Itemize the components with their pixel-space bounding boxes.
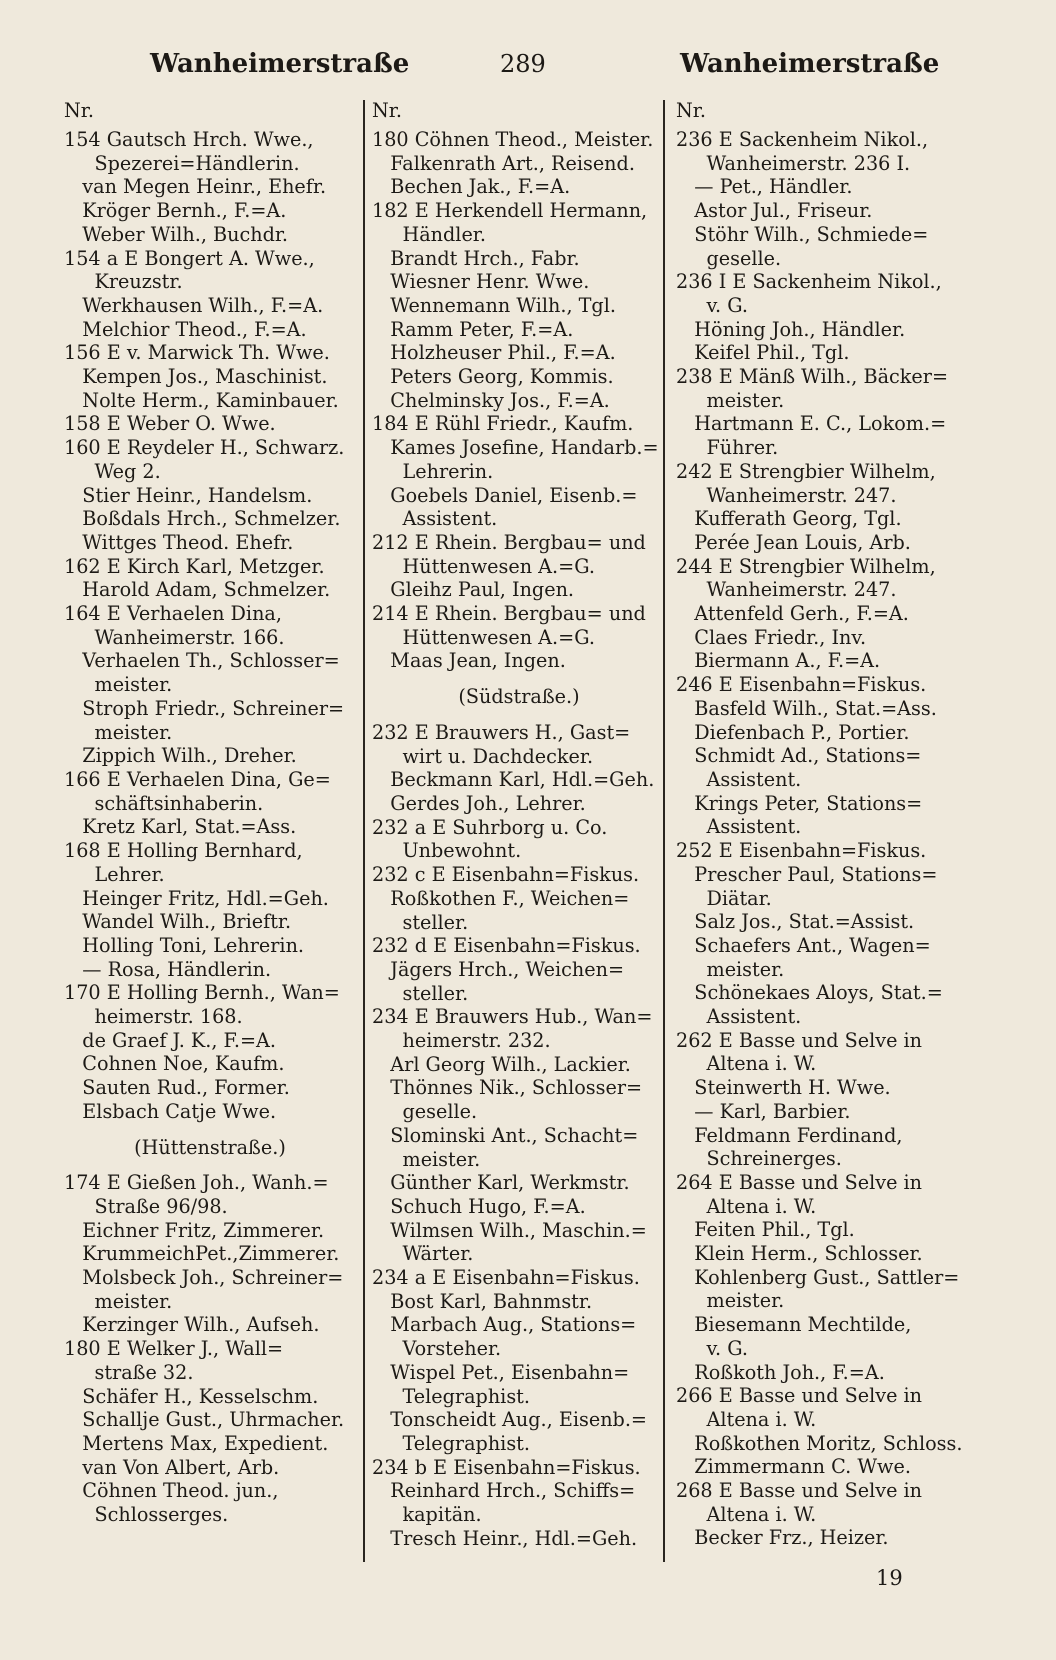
directory-line: meister.	[676, 1289, 785, 1313]
directory-line: 264 E Basse und Selve in	[676, 1170, 923, 1194]
directory-line: van Von Albert, Arb.	[64, 1455, 280, 1479]
spacer	[372, 709, 666, 721]
street-section-heading: (Südstraße.)	[458, 685, 580, 709]
directory-line: 246 E Eisenbahn=Fiskus.	[676, 673, 927, 697]
directory-line: Werkhausen Wilh., F.=A.	[64, 293, 324, 317]
directory-line: Nolte Herm., Kaminbauer.	[64, 388, 339, 412]
directory-line: Schmidt Ad., Stations=	[676, 744, 922, 768]
directory-line: Kreuzstr.	[64, 270, 183, 294]
directory-line: 232 c E Eisenbahn=Fiskus.	[372, 863, 640, 887]
directory-line: 268 E Basse und Selve in	[676, 1479, 923, 1503]
directory-line: Wanheimerstr. 236 I.	[676, 151, 911, 175]
directory-line: Wanheimerstr. 247.	[676, 578, 897, 602]
column-2	[372, 98, 666, 1550]
directory-line: Basfeld Wilh., Stat.=Ass.	[676, 696, 937, 720]
directory-line: heimerstr. 232.	[372, 1029, 551, 1053]
directory-line: 266 E Basse und Selve in	[676, 1384, 923, 1408]
directory-line: Schäfer H., Kesselschm.	[64, 1384, 319, 1408]
directory-line: Stroph Friedr., Schreiner=	[64, 696, 345, 720]
directory-line: Elsbach Catje Wwe.	[64, 1099, 277, 1123]
directory-line: 252 E Eisenbahn=Fiskus.	[676, 839, 927, 863]
directory-line: Keifel Phil., Tgl.	[676, 341, 850, 365]
column-1	[64, 98, 356, 1527]
spacer	[372, 673, 666, 685]
directory-line: Cohnen Noe, Kaufm.	[64, 1052, 285, 1076]
street-section-heading: (Hüttenstraße.)	[134, 1135, 286, 1159]
column-heading: Nr.	[64, 99, 94, 122]
directory-line: KrummeichPet.,Zimmerer.	[64, 1242, 340, 1266]
directory-line: Becker Frz., Heizer.	[676, 1526, 889, 1550]
directory-line: Schönekaes Aloys, Stat.=	[676, 981, 943, 1005]
directory-line: Brandt Hrch., Fabr.	[372, 246, 580, 270]
directory-line: Telegraphist.	[372, 1431, 530, 1455]
directory-line: meister.	[64, 720, 173, 744]
directory-line: Jägers Hrch., Weichen=	[372, 957, 625, 981]
directory-line: Biesemann Mechtilde,	[676, 1313, 912, 1337]
directory-line: Steinwerth H. Wwe.	[676, 1076, 891, 1100]
directory-line: 154 Gautsch Hrch. Wwe.,	[64, 128, 314, 151]
directory-line: Bost Karl, Bahnmstr.	[372, 1289, 593, 1313]
directory-line: Feiten Phil., Tgl.	[676, 1218, 855, 1242]
sheet-number: 19	[876, 1566, 903, 1590]
directory-line: 232 a E Suhrborg u. Co.	[372, 815, 608, 839]
directory-line: heimerstr. 168.	[64, 1005, 243, 1029]
directory-line: wirt u. Dachdecker.	[372, 744, 594, 768]
directory-line: 232 d E Eisenbahn=Fiskus.	[372, 934, 641, 958]
directory-line: Arl Georg Wilh., Lackier.	[372, 1052, 631, 1076]
directory-line: Krings Peter, Stations=	[676, 791, 923, 815]
directory-line: Assistent.	[676, 767, 802, 791]
directory-line: Perée Jean Louis, Arb.	[676, 530, 911, 554]
directory-line: 234 a E Eisenbahn=Fiskus.	[372, 1266, 640, 1290]
directory-line: Chelminsky Jos., F.=A.	[372, 388, 610, 412]
directory-line: Feldmann Ferdinand,	[676, 1123, 903, 1147]
directory-line: 180 Cöhnen Theod., Meister.	[372, 128, 654, 151]
directory-line: meister.	[676, 957, 785, 981]
directory-line: v. G.	[676, 1336, 748, 1360]
directory-line: Diefenbach P., Portier.	[676, 720, 910, 744]
directory-line: Schaefers Ant., Wagen=	[676, 933, 931, 957]
directory-line: schäftsinhaberin.	[64, 791, 264, 815]
directory-line: Holzheuser Phil., F.=A.	[372, 341, 616, 365]
directory-line: 160 E Reydeler H., Schwarz.	[64, 436, 345, 460]
directory-line: 236 E Sackenheim Nikol.,	[676, 128, 929, 151]
directory-line: geselle.	[372, 1100, 478, 1124]
directory-line: geselle.	[676, 246, 782, 270]
directory-line: 170 E Holling Bernh., Wan=	[64, 981, 340, 1005]
directory-line: Boßdals Hrch., Schmelzer.	[64, 507, 341, 531]
directory-line: Wandel Wilh., Brieftr.	[64, 910, 292, 934]
column-lines	[676, 128, 974, 1550]
directory-line: 242 E Strengbier Wilhelm,	[676, 459, 936, 483]
directory-line: 238 E Mänß Wilh., Bäcker=	[676, 365, 949, 389]
spacer	[64, 1124, 356, 1136]
directory-line: Cöhnen Theod. jun.,	[64, 1479, 279, 1503]
directory-line: meister.	[676, 388, 785, 412]
directory-line: meister.	[64, 673, 173, 697]
directory-line: Harold Adam, Schmelzer.	[64, 578, 331, 602]
running-head-left: Wanheimerstraße	[150, 49, 410, 79]
directory-line: de Graef J. K., F.=A.	[64, 1028, 277, 1052]
directory-line: Roßkothen Moritz, Schloss.	[676, 1431, 963, 1455]
directory-line: Ramm Peter, F.=A.	[372, 317, 574, 341]
directory-line: Führer.	[676, 436, 779, 460]
directory-line: 182 E Herkendell Hermann,	[372, 199, 648, 223]
directory-line: Hartmann E. C., Lokom.=	[676, 412, 947, 436]
directory-line: Altena i. W.	[676, 1194, 817, 1218]
directory-line: Tonscheidt Aug., Eisenb.=	[372, 1408, 648, 1432]
directory-line: Mertens Max, Expedient.	[64, 1431, 329, 1455]
directory-line: Attenfeld Gerh., F.=A.	[676, 602, 909, 626]
directory-line: meister.	[372, 1147, 481, 1171]
directory-line: Schreinerges.	[676, 1147, 842, 1171]
directory-line: Lehrer.	[64, 862, 165, 886]
directory-line: 158 E Weber O. Wwe.	[64, 412, 276, 436]
directory-line: Wanheimerstr. 247.	[676, 483, 897, 507]
directory-line: Bechen Jak., F.=A.	[372, 175, 571, 199]
directory-line: Telegraphist.	[372, 1384, 530, 1408]
directory-line: 164 E Verhaelen Dina,	[64, 602, 282, 626]
directory-line: Kempen Jos., Maschinist.	[64, 365, 328, 389]
directory-line: 244 E Strengbier Wilhelm,	[676, 554, 936, 578]
directory-line: Wittges Theod. Ehefr.	[64, 530, 294, 554]
directory-line: Schlosserges.	[64, 1503, 229, 1527]
directory-line: 214 E Rhein. Bergbau= und	[372, 602, 646, 626]
column-divider-1	[363, 100, 365, 1562]
column-lines	[372, 128, 666, 1550]
directory-line: Kröger Bernh., F.=A.	[64, 199, 287, 223]
directory-line: Assistent.	[676, 815, 802, 839]
directory-line: 212 E Rhein. Bergbau= und	[372, 530, 646, 554]
directory-line: Altena i. W.	[676, 1502, 817, 1526]
directory-line: Kerzinger Wilh., Aufseh.	[64, 1313, 320, 1337]
directory-line: Molsbeck Joh., Schreiner=	[64, 1266, 344, 1290]
directory-line: Wispel Pet., Eisenbahn=	[372, 1360, 630, 1384]
directory-line: Salz Jos., Stat.=Assist.	[676, 910, 915, 934]
directory-line: 162 E Kirch Karl, Metzger.	[64, 554, 325, 578]
directory-line: Maas Jean, Ingen.	[372, 649, 566, 673]
directory-line: Verhaelen Th., Schlosser=	[64, 649, 340, 673]
directory-line: — Karl, Barbier.	[676, 1099, 851, 1123]
directory-line: Vorsteher.	[372, 1337, 502, 1361]
directory-line: straße 32.	[64, 1360, 194, 1384]
directory-line: v. G.	[676, 293, 748, 317]
directory-line: 236 I E Sackenheim Nikol.,	[676, 270, 942, 294]
directory-line: Melchior Theod., F.=A.	[64, 317, 307, 341]
directory-line: Eichner Fritz, Zimmerer.	[64, 1218, 325, 1242]
directory-line: Thönnes Nik., Schlosser=	[372, 1076, 643, 1100]
directory-line: Zimmermann C. Wwe.	[676, 1455, 911, 1479]
directory-line: Heinger Fritz, Hdl.=Geh.	[64, 886, 329, 910]
directory-line: Holling Toni, Lehrerin.	[64, 933, 305, 957]
directory-line: Weg 2.	[64, 459, 161, 483]
directory-line: Wärter.	[372, 1242, 474, 1266]
directory-line: Roßkothen F., Weichen=	[372, 886, 630, 910]
directory-line: Falkenrath Art., Reisend.	[372, 151, 635, 175]
directory-line: 234 b E Eisenbahn=Fiskus.	[372, 1455, 641, 1479]
directory-line: steller.	[372, 981, 469, 1005]
directory-line: Kohlenberg Gust., Sattler=	[676, 1265, 960, 1289]
directory-line: Altena i. W.	[676, 1052, 817, 1076]
directory-line: Wiesner Henr. Wwe.	[372, 270, 590, 294]
directory-line: Wennemann Wilh., Tgl.	[372, 293, 616, 317]
spacer	[64, 1159, 356, 1171]
directory-line: Wilmsen Wilh., Maschin.=	[372, 1218, 647, 1242]
directory-line: Diätar.	[676, 886, 772, 910]
directory-line: Marbach Aug., Stations=	[372, 1313, 637, 1337]
directory-line: Goebels Daniel, Eisenb.=	[372, 483, 638, 507]
directory-line: 156 E v. Marwick Th. Wwe.	[64, 341, 330, 365]
directory-line: Lehrerin.	[372, 459, 494, 483]
directory-line: Günther Karl, Werkmstr.	[372, 1171, 630, 1195]
column-heading: Nr.	[372, 99, 402, 122]
directory-line: steller.	[372, 910, 469, 934]
directory-line: Biermann A., F.=A.	[676, 649, 881, 673]
directory-line: Kames Josefine, Handarb.=	[372, 436, 659, 460]
directory-line: 184 E Rühl Friedr., Kaufm.	[372, 412, 634, 436]
directory-line: Händler.	[372, 222, 486, 246]
directory-line: Straße 96/98.	[64, 1194, 228, 1218]
directory-line: Schuch Hugo, F.=A.	[372, 1194, 586, 1218]
directory-line: Beckmann Karl, Hdl.=Geh.	[372, 768, 655, 792]
directory-line: Reinhard Hrch., Schiffs=	[372, 1479, 636, 1503]
directory-line: 154 a E Bongert A. Wwe.,	[64, 246, 315, 270]
directory-line: Gerdes Joh., Lehrer.	[372, 791, 586, 815]
directory-line: Hüttenwesen A.=G.	[372, 554, 595, 578]
directory-line: Hüttenwesen A.=G.	[372, 625, 595, 649]
directory-line: Weber Wilh., Buchdr.	[64, 222, 289, 246]
directory-line: meister.	[64, 1289, 173, 1313]
directory-line: Kretz Karl, Stat.=Ass.	[64, 815, 297, 839]
directory-line: Spezerei=Händlerin.	[64, 151, 300, 175]
directory-line: 166 E Verhaelen Dina, Ge=	[64, 767, 331, 791]
directory-line: 168 E Holling Bernhard,	[64, 839, 303, 863]
directory-line: Sauten Rud., Former.	[64, 1076, 290, 1100]
directory-line: Unbewohnt.	[372, 839, 522, 863]
directory-line: Zippich Wilh., Dreher.	[64, 744, 297, 768]
directory-line: Kufferath Georg, Tgl.	[676, 507, 902, 531]
directory-line: Wanheimerstr. 166.	[64, 625, 285, 649]
column-3	[676, 98, 974, 1550]
directory-line: 234 E Brauwers Hub., Wan=	[372, 1005, 653, 1029]
directory-line: Altena i. W.	[676, 1407, 817, 1431]
directory-line: Stöhr Wilh., Schmiede=	[676, 222, 929, 246]
directory-line: Stier Heinr., Handelsm.	[64, 483, 313, 507]
directory-line: 174 E Gießen Joh., Wanh.=	[64, 1171, 329, 1195]
column-heading: Nr.	[676, 99, 706, 122]
directory-line: Gleihz Paul, Ingen.	[372, 578, 575, 602]
directory-line: Astor Jul., Friseur.	[676, 199, 873, 223]
directory-line: — Rosa, Händlerin.	[64, 957, 272, 981]
directory-line: Tresch Heinr., Hdl.=Geh.	[372, 1526, 638, 1550]
directory-line: Assistent.	[676, 1005, 802, 1029]
directory-line: 232 E Brauwers H., Gast=	[372, 720, 631, 744]
directory-line: Prescher Paul, Stations=	[676, 862, 938, 886]
directory-line: Peters Georg, Kommis.	[372, 365, 614, 389]
directory-line: Klein Herm., Schlosser.	[676, 1242, 923, 1266]
running-head-right: Wanheimerstraße	[680, 49, 940, 79]
directory-line: Slominski Ant., Schacht=	[372, 1123, 639, 1147]
directory-line: Schallje Gust., Uhrmacher.	[64, 1408, 345, 1432]
directory-line: Assistent.	[372, 507, 498, 531]
directory-line: 180 E Welker J., Wall=	[64, 1337, 284, 1361]
directory-line: van Megen Heinr., Ehefr.	[64, 175, 327, 199]
page-number: 289	[500, 50, 546, 78]
directory-line: kapitän.	[372, 1503, 482, 1527]
directory-line: Claes Friedr., Inv.	[676, 625, 867, 649]
directory-line: — Pet., Händler.	[676, 175, 853, 199]
column-lines	[64, 128, 356, 1527]
directory-line: 262 E Basse und Selve in	[676, 1028, 923, 1052]
directory-line: Höning Joh., Händler.	[676, 317, 906, 341]
directory-line: Roßkoth Joh., F.=A.	[676, 1360, 885, 1384]
